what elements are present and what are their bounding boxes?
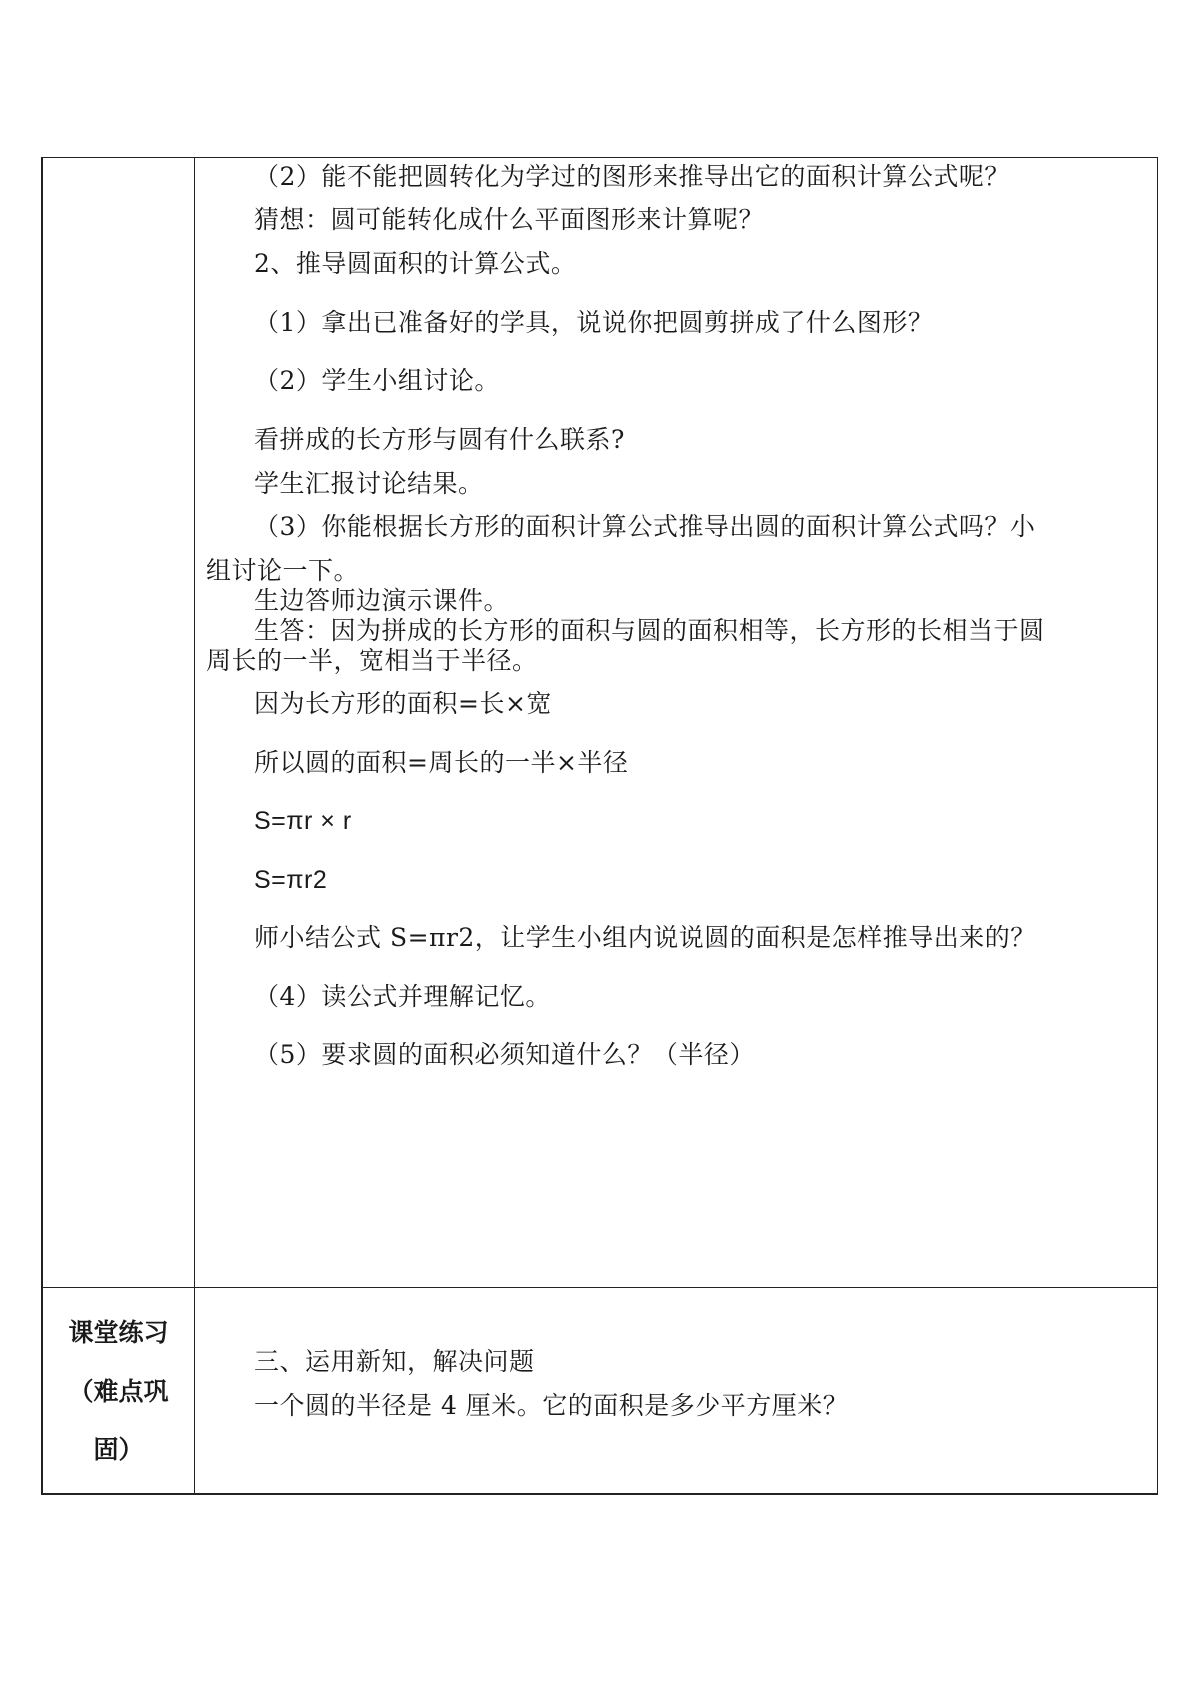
lesson-table: [41, 157, 1158, 1495]
text-line: 师小结公式 S=πr2，让学生小组内说说圆的面积是怎样推导出来的？: [254, 923, 1036, 952]
text-line: 因为长方形的面积=长×宽: [254, 689, 552, 718]
text-line: 看拼成的长方形与圆有什么联系?: [254, 425, 625, 454]
text-line: （5）要求圆的面积必须知道什么？（半径）: [254, 1040, 755, 1069]
section-heading: 三、运用新知，解决问题: [254, 1347, 535, 1376]
formula-line: S=πr2: [254, 866, 328, 894]
exercise-question: 一个圆的半径是 4 厘米。它的面积是多少平方厘米？: [254, 1391, 849, 1420]
text-line: （4）读公式并理解记忆。: [254, 982, 551, 1011]
text-line: （2）能不能把圆转化为学过的图形来推导出它的面积计算公式呢？: [254, 162, 1010, 191]
exercise-label-line: 课堂练习: [68, 1318, 169, 1347]
column-divider: [194, 158, 195, 1493]
text-line: 周长的一半，宽相当于半径。: [206, 646, 538, 675]
text-line: 组讨论一下。: [206, 556, 360, 585]
text-line: 所以圆的面积=周长的一半×半径: [254, 748, 629, 777]
text-line: 猜想：圆可能转化成什么平面图形来计算呢？: [254, 205, 765, 234]
text-line: （3）你能根据长方形的面积计算公式推导出圆的面积计算公式吗？小: [254, 512, 1036, 541]
exercise-label-line: 固）: [93, 1435, 144, 1464]
formula-line: S=πr × r: [254, 807, 352, 835]
text-line: （2）学生小组讨论。: [254, 366, 500, 395]
row-divider: [43, 1287, 1157, 1288]
text-line: 2、推导圆面积的计算公式。: [254, 249, 577, 278]
text-line: （1）拿出已准备好的学具，说说你把圆剪拼成了什么图形？: [254, 308, 934, 337]
text-line: 学生汇报讨论结果。: [254, 469, 484, 498]
text-line: 生边答师边演示课件。: [254, 586, 510, 615]
text-line: 生答：因为拼成的长方形的面积与圆的面积相等，长方形的长相当于圆: [254, 616, 1045, 645]
exercise-label-line: （难点巩: [68, 1377, 169, 1406]
